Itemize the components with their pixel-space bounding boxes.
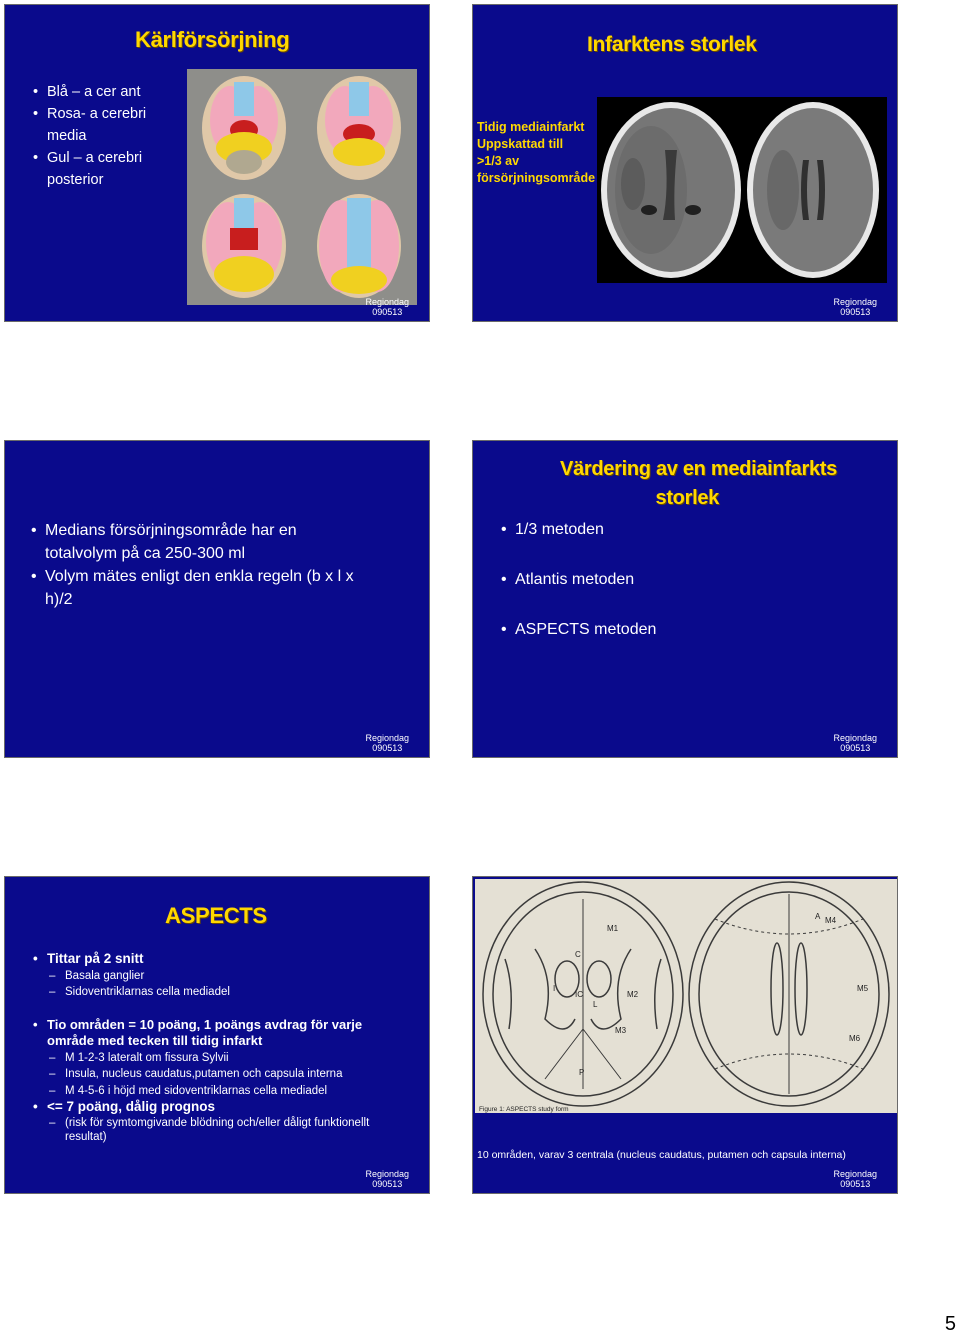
slide-aspects (4, 876, 430, 1194)
slide-medians-volym (4, 440, 430, 758)
bullet-item: • Atlantis metoden (501, 568, 801, 592)
slide-footer: Regiondag 090513 (365, 297, 409, 317)
slide-footer: Regiondag 090513 (833, 297, 877, 317)
bullet-item: • Tio områden = 10 poäng, 1 poängs avdrag för varje område med tecken till tidig infarkt (33, 1017, 378, 1050)
bullet-item: • 1/3 metoden (501, 518, 801, 542)
region-label: IC (575, 990, 583, 999)
bullet-item: • Gul – a cerebri posterior (33, 147, 163, 191)
vascular-territory-brain-images (187, 69, 417, 305)
slide-title: Infarktens storlek (587, 33, 757, 56)
region-label: L (593, 1000, 598, 1009)
region-label: M2 (627, 990, 639, 999)
region-label: M5 (857, 984, 869, 993)
region-label: M4 (825, 916, 837, 925)
sub-bullet-item: – (risk för symtomgivande blödning och/eller dåligt funktionellt resultat) (33, 1116, 378, 1144)
slide-footer: Regiondag 090513 (365, 1169, 409, 1189)
slide-title: ASPECTS (165, 903, 267, 928)
sub-bullet-item: – Sidoventriklarnas cella mediadel (33, 984, 378, 1001)
case-description: Tidig mediainfarkt Uppskattad till >1/3 av försörjningsområde (477, 120, 596, 185)
slide-aspects-study-form (472, 876, 898, 1194)
region-label: A (815, 912, 821, 921)
sub-bullet-item: – Basala ganglier (33, 968, 378, 985)
slide-title: Värdering av en mediainfarkts storlek (560, 458, 837, 509)
region-label: I (553, 984, 556, 993)
bullet-item: • ASPECTS metoden (501, 618, 801, 642)
slide-vardering (472, 440, 898, 758)
bullet-list (33, 81, 163, 191)
bullet-item: • Blå – a cer ant (33, 81, 163, 103)
bullet-list (33, 951, 378, 1144)
region-label: P (579, 1068, 585, 1077)
bullet-list (501, 518, 801, 642)
bullet-item: • Volym mätes enligt den enkla regeln (b x l x h)/2 (31, 565, 361, 611)
sub-bullet-item: – Insula, nucleus caudatus,putamen och capsula interna (33, 1066, 378, 1083)
slide-karlforsorjning (4, 4, 430, 322)
region-label: M3 (615, 1026, 627, 1035)
bullet-list (31, 519, 361, 611)
aspects-diagram (475, 879, 897, 1113)
bullet-item: • Medians försörjningsområde har en totalvolym på ca 250-300 ml (31, 519, 361, 565)
figure-caption: Figure 1: ASPECTS study form (479, 1106, 569, 1113)
bullet-item: • Tittar på 2 snitt (33, 951, 378, 968)
slide-title: Kärlförsörjning (135, 27, 290, 52)
slide-caption: 10 områden, varav 3 centrala (nucleus caudatus, putamen och capsula interna) (477, 1149, 846, 1161)
region-label: M6 (849, 1034, 861, 1043)
slide-footer: Regiondag 090513 (833, 1169, 877, 1189)
sub-bullet-item: – M 1-2-3 lateralt om fissura Sylvii (33, 1050, 378, 1067)
slide-infarktens-storlek (472, 4, 898, 322)
region-label: M1 (607, 924, 619, 933)
bullet-item: • Rosa- a cerebri media (33, 103, 163, 147)
slide-footer: Regiondag 090513 (833, 733, 877, 753)
slide-footer: Regiondag 090513 (365, 733, 409, 753)
bullet-item: • <= 7 poäng, dålig prognos (33, 1099, 378, 1116)
region-label: C (575, 950, 581, 959)
sub-bullet-item: – M 4-5-6 i höjd med sidoventriklarnas cella mediadel (33, 1083, 378, 1100)
page-number: 5 (944, 1313, 956, 1335)
ct-scan-images (597, 97, 887, 283)
